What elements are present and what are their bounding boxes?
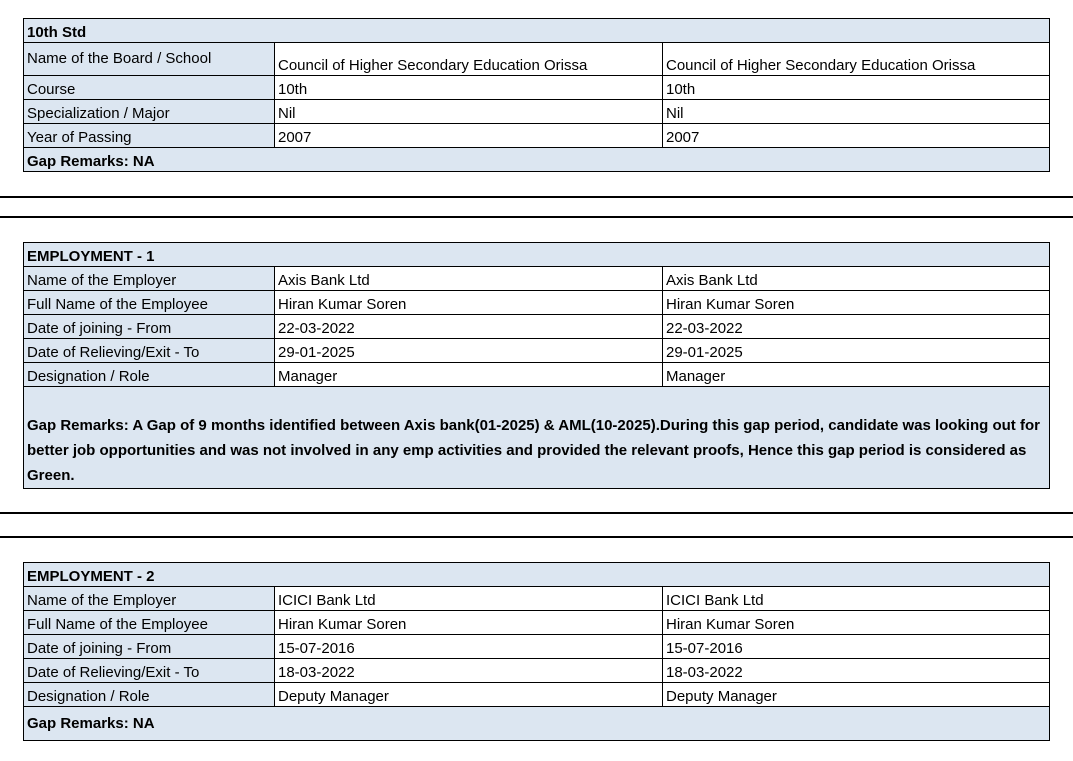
row-label: Course xyxy=(24,76,275,100)
table-row xyxy=(24,315,1050,339)
row-value: Axis Bank Ltd xyxy=(663,267,1050,291)
row-value: Hiran Kumar Soren xyxy=(275,611,663,635)
section-divider xyxy=(0,512,1073,514)
table-row xyxy=(24,659,1050,683)
table-row xyxy=(24,611,1050,635)
table-row xyxy=(24,587,1050,611)
row-value: ICICI Bank Ltd xyxy=(275,587,663,611)
row-label: Designation / Role xyxy=(24,683,275,707)
row-value: 2007 xyxy=(663,124,1050,148)
section-divider xyxy=(0,536,1073,538)
table-row xyxy=(24,363,1050,387)
gap-remarks: Gap Remarks: A Gap of 9 months identified between Axis bank(01-2025) & AML(10-2025).During this gap period, candidate was looking out for better job opportunities and was not involved in any emp activities and provided the relevant proofs, Hence this gap period is considered as Green. xyxy=(24,387,1050,489)
row-value: 18-03-2022 xyxy=(663,659,1050,683)
row-label: Date of Relieving/Exit - To xyxy=(24,659,275,683)
row-label: Designation / Role xyxy=(24,363,275,387)
row-label: Year of Passing xyxy=(24,124,275,148)
table-row xyxy=(24,100,1050,124)
row-value: 22-03-2022 xyxy=(663,315,1050,339)
row-value: Deputy Manager xyxy=(663,683,1050,707)
employment-2-table xyxy=(23,562,1050,741)
gap-remarks: Gap Remarks: NA xyxy=(24,148,1050,172)
row-value: Council of Higher Secondary Education Orissa xyxy=(275,43,663,76)
row-value: Nil xyxy=(275,100,663,124)
table-row xyxy=(24,267,1050,291)
row-value: 18-03-2022 xyxy=(275,659,663,683)
row-value: Nil xyxy=(663,100,1050,124)
row-label: Date of joining - From xyxy=(24,315,275,339)
row-value: 22-03-2022 xyxy=(275,315,663,339)
row-value: 15-07-2016 xyxy=(275,635,663,659)
table-row xyxy=(24,635,1050,659)
row-value: 2007 xyxy=(275,124,663,148)
section-title: EMPLOYMENT - 1 xyxy=(24,243,1050,267)
row-value: 29-01-2025 xyxy=(275,339,663,363)
row-label: Name of the Employer xyxy=(24,267,275,291)
row-label: Name of the Employer xyxy=(24,587,275,611)
row-value: 29-01-2025 xyxy=(663,339,1050,363)
row-value: Council of Higher Secondary Education Orissa xyxy=(663,43,1050,76)
row-value: Manager xyxy=(275,363,663,387)
section-divider xyxy=(0,196,1073,198)
table-row xyxy=(24,76,1050,100)
row-label: Date of joining - From xyxy=(24,635,275,659)
table-row xyxy=(24,124,1050,148)
row-label: Specialization / Major xyxy=(24,100,275,124)
row-value: Hiran Kumar Soren xyxy=(275,291,663,315)
section-title: EMPLOYMENT - 2 xyxy=(24,563,1050,587)
employment-1-table xyxy=(23,242,1050,489)
row-value: 15-07-2016 xyxy=(663,635,1050,659)
section-title: 10th Std xyxy=(24,19,1050,43)
row-value: 10th xyxy=(663,76,1050,100)
row-value: Hiran Kumar Soren xyxy=(663,611,1050,635)
row-value: Axis Bank Ltd xyxy=(275,267,663,291)
gap-remarks: Gap Remarks: NA xyxy=(24,707,1050,741)
row-value: Deputy Manager xyxy=(275,683,663,707)
table-row xyxy=(24,43,1050,76)
table-row xyxy=(24,683,1050,707)
row-value: Hiran Kumar Soren xyxy=(663,291,1050,315)
row-value: Manager xyxy=(663,363,1050,387)
row-value: 10th xyxy=(275,76,663,100)
row-value: ICICI Bank Ltd xyxy=(663,587,1050,611)
row-label: Name of the Board / School xyxy=(24,43,275,76)
education-table xyxy=(23,18,1050,172)
row-label: Date of Relieving/Exit - To xyxy=(24,339,275,363)
table-row xyxy=(24,339,1050,363)
table-row xyxy=(24,291,1050,315)
row-label: Full Name of the Employee xyxy=(24,291,275,315)
section-divider xyxy=(0,216,1073,218)
row-label: Full Name of the Employee xyxy=(24,611,275,635)
